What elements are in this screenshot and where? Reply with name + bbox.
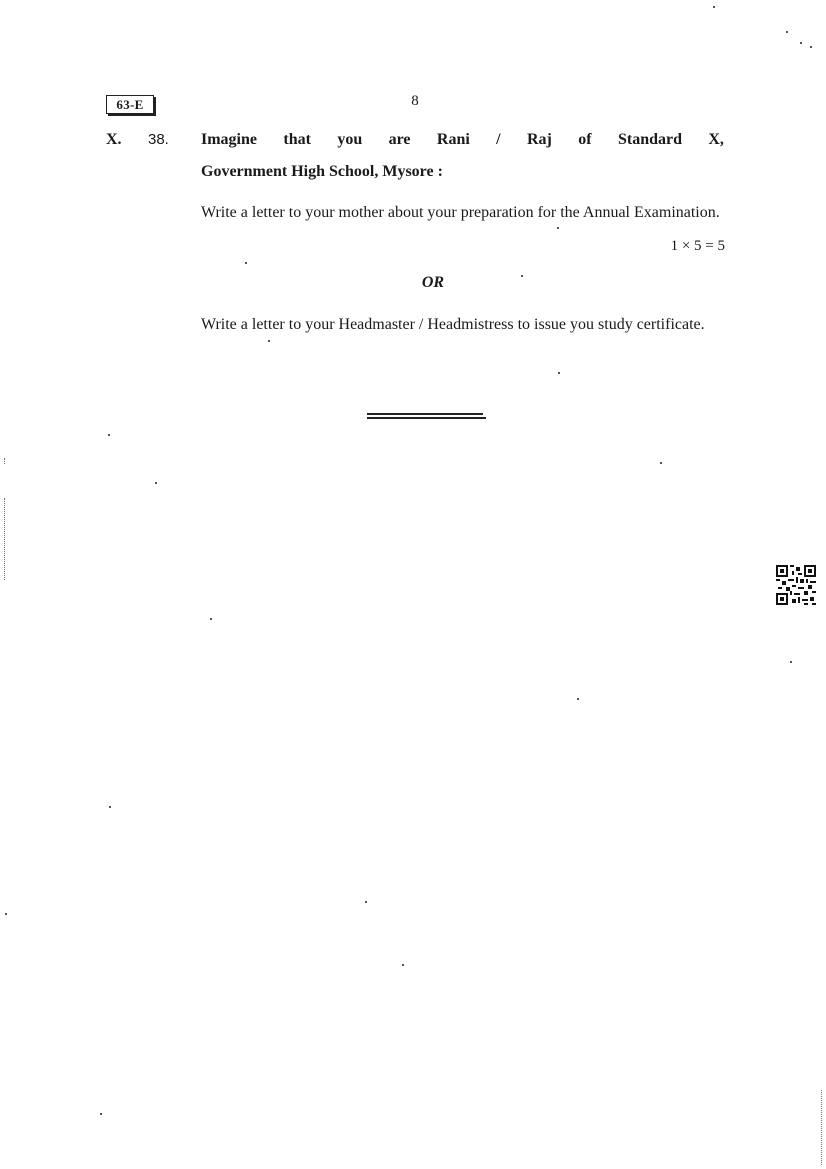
prompt-word: Rani [436, 131, 470, 148]
scan-speck [402, 964, 404, 966]
prompt-word: X, [708, 131, 724, 148]
scan-speck [558, 372, 560, 374]
scan-speck [810, 46, 812, 48]
page-number: 8 [411, 93, 419, 109]
scan-edge-mark [4, 458, 6, 464]
question-prompt-line1 [201, 131, 724, 149]
section-label: X. [106, 131, 122, 148]
prompt-word: / [496, 131, 501, 148]
scan-speck [155, 482, 157, 484]
scan-speck [365, 901, 367, 903]
end-of-paper-rule [367, 413, 486, 419]
scan-speck [800, 42, 802, 44]
prompt-word: are [388, 131, 411, 148]
scan-speck [557, 227, 559, 229]
qr-code-icon [776, 565, 816, 605]
prompt-word: you [337, 131, 363, 148]
prompt-word: Standard [617, 131, 682, 148]
scan-speck [521, 275, 523, 277]
scan-speck [5, 913, 7, 915]
or-separator: OR [421, 274, 445, 291]
prompt-word: of [578, 131, 592, 148]
scan-edge-mark [821, 1090, 823, 1165]
scan-speck [268, 340, 270, 342]
scan-speck [100, 1113, 102, 1115]
scan-speck [577, 698, 579, 700]
scan-speck [713, 6, 715, 8]
question-prompt-line2: Government High School, Mysore : [201, 163, 443, 180]
scan-speck [790, 661, 792, 663]
scan-speck [109, 806, 111, 808]
scan-speck [210, 618, 212, 620]
option-one-text: Write a letter to your mother about your preparation for the Annual Examination. [201, 204, 720, 221]
scan-speck [660, 462, 662, 464]
prompt-word: Raj [527, 131, 552, 148]
option-two-text: Write a letter to your Headmaster / Headmistress to issue you study certificate. [201, 316, 705, 333]
question-number: 38. [148, 131, 169, 148]
paper-code-box: 63-E [106, 95, 154, 114]
prompt-word: Imagine [201, 131, 257, 148]
marks-label: 1 × 5 = 5 [670, 238, 725, 254]
scan-speck [245, 262, 247, 264]
scan-speck [786, 31, 788, 33]
scan-edge-mark [4, 498, 6, 580]
scan-speck [108, 434, 110, 436]
prompt-word: that [283, 131, 311, 148]
